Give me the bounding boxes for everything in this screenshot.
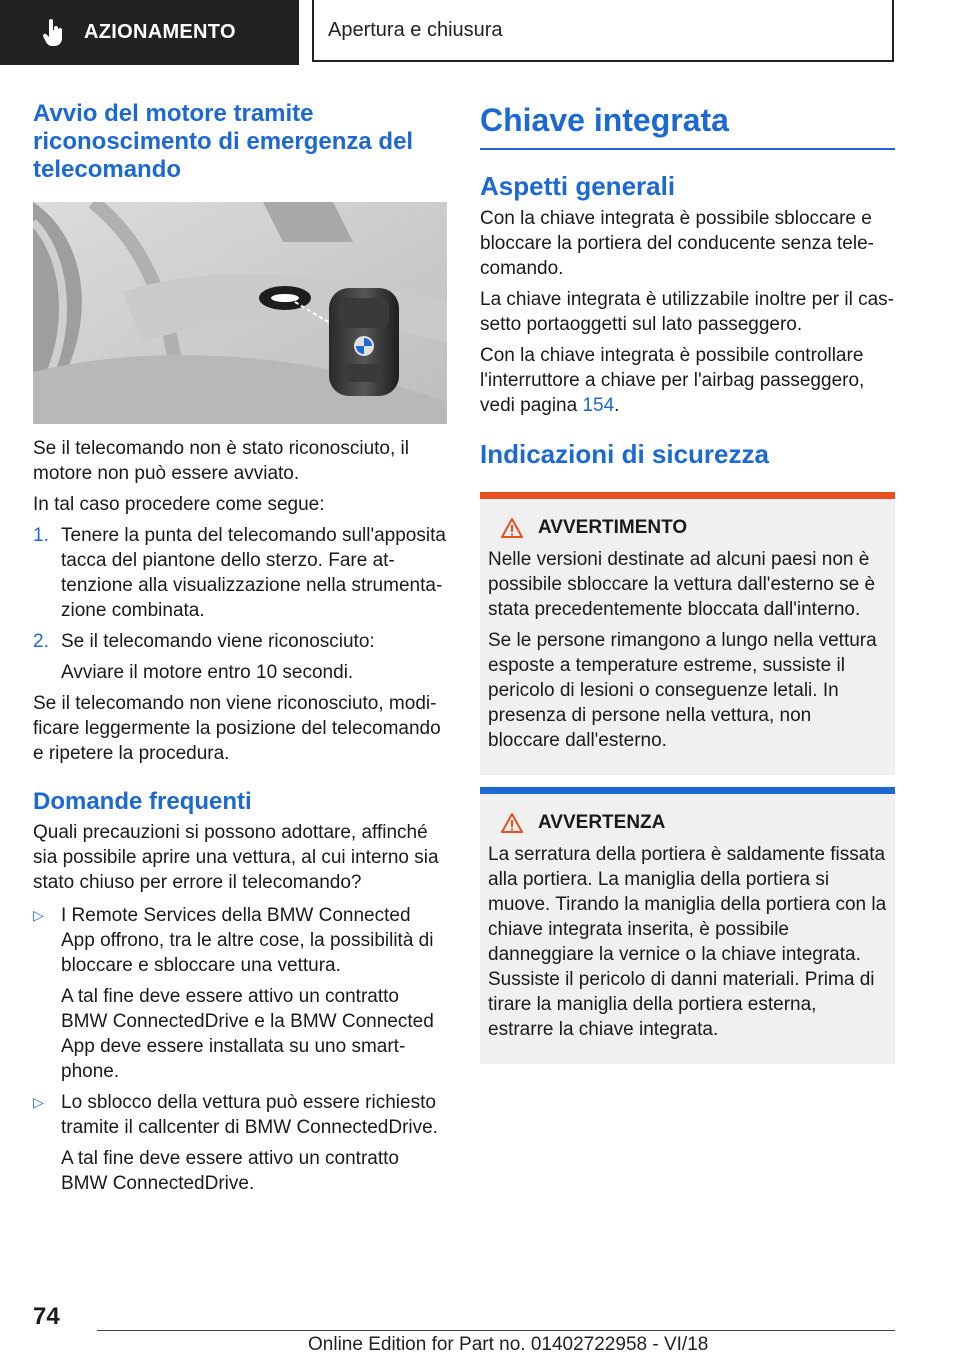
bmw-logo-icon xyxy=(354,336,374,356)
warning-paragraph-1: Nelle versioni destinate ad alcuni paesi non è possibile sbloccare la vettura dall'esterno se è stata precedentemente bloccata dall'interno. xyxy=(488,549,876,620)
step-number: 2. xyxy=(33,631,49,652)
safety-heading: Indicazioni di sicurezza xyxy=(480,439,769,469)
page-number: 74 xyxy=(33,1303,60,1330)
intro-paragraph-2: In tal caso procedere come segue: xyxy=(33,494,325,515)
general-paragraph-1: Con la chiave integrata è possibile sbloccare e bloccare la portiera del conducente senza telecomando. xyxy=(480,208,874,279)
bullet-triangle-icon: ▷ xyxy=(33,1094,44,1110)
retry-paragraph: Se il telecomando non viene riconosciuto, modificare leggermente la posizione del telecomando e ripetere la procedura. xyxy=(33,693,441,764)
heading-rule xyxy=(480,148,895,150)
integrated-key-heading: Chiave integrata xyxy=(480,102,729,138)
step-subtext: Avviare il motore entro 10 secondi. xyxy=(61,662,354,683)
faq-list-item xyxy=(33,903,447,1084)
emergency-start-heading: Avvio del motore tramite riconoscimento di emergenza del telecomando xyxy=(33,100,414,183)
faq-answer: Lo sblocco della vettura può essere richiesto tramite il callcenter di BMW ConnectedDrive. xyxy=(61,1092,438,1138)
general-paragraph-2: La chiave integrata è utilizzabile inoltre per il cassetto portaoggetti sul lato passeggero. xyxy=(480,289,894,335)
warning-box xyxy=(480,492,895,775)
step-item xyxy=(33,629,447,654)
faq-answer-note: A tal fine deve essere attivo un contratto BMW ConnectedDrive e la BMW Connected App deve essere installata su uno smartphone. xyxy=(61,986,434,1082)
faq-answer-note: A tal fine deve essere attivo un contratto BMW ConnectedDrive. xyxy=(61,1148,399,1194)
step-text: Se il telecomando viene riconosciuto: xyxy=(61,631,375,652)
general-paragraph-3: Con la chiave integrata è possibile controllare l'interruttore a chiave per l'airbag passeggero, vedi pagina 154. xyxy=(480,345,865,416)
warning-triangle-icon xyxy=(500,812,524,834)
step-number: 1. xyxy=(33,525,49,546)
notice-title: AVVERTENZA xyxy=(538,812,666,833)
faq-list-item xyxy=(33,1090,447,1196)
intro-paragraph-1: Se il telecomando non è stato riconosciuto, il motore non può essere avviato. xyxy=(33,438,409,484)
warning-header xyxy=(488,513,887,543)
chapter-label: Apertura e chiusura xyxy=(328,18,503,41)
faq-answer: I Remote Services della BMW Connected App offrono, tra le altre cose, la possibilità di bloccare e sbloccare una vettura. xyxy=(61,905,434,976)
general-aspects-heading: Aspetti generali xyxy=(480,171,676,201)
notice-paragraph: La serratura della portiera è saldamente fissata alla portiera. La maniglia della portiera si muove. Tirando la maniglia della portiera con la chiave integrata inserita, è possibile danneggiare la vernice o la chiave integrata. Sussiste il pericolo di danni materiali. Prima di tirare la maniglia della portiera esterna, estrarre la chiave integrata. xyxy=(488,844,887,1040)
step-item xyxy=(33,523,447,623)
key-fob-illustration xyxy=(33,202,447,424)
bullet-triangle-icon: ▷ xyxy=(33,907,44,923)
left-column xyxy=(33,100,447,1196)
faq-question: Quali precauzioni si possono adottare, affinché sia possibile aprire una vettura, al cui interno sia stato chiuso per errore il telecomando? xyxy=(33,822,439,893)
edition-footer: Online Edition for Part no. 01402722958 - VI/18 xyxy=(308,1334,709,1355)
right-column xyxy=(480,100,895,1064)
warning-title: AVVERTIMENTO xyxy=(538,517,688,538)
notice-box xyxy=(480,787,895,1064)
section-tab[interactable] xyxy=(0,0,299,65)
warning-paragraph-2: Se le persone rimangono a lungo nella vettura esposte a temperature estreme, sussiste il pericolo di lesioni o conseguenze letali. In presenza di persone nella vettura, non bloccare dall'esterno. xyxy=(488,630,877,751)
step-text: Tenere la punta del telecomando sull'apposita tacca del piantone dello sterzo. Fare attenzione alla visualizzazione nella strumentazione combinata. xyxy=(61,525,446,621)
section-label: AZIONAMENTO xyxy=(84,21,236,43)
hand-icon xyxy=(40,18,66,48)
faq-heading: Domande frequenti xyxy=(33,788,252,815)
chapter-tab[interactable] xyxy=(312,0,894,62)
notice-header xyxy=(488,808,887,838)
footer-rule xyxy=(97,1330,895,1331)
warning-triangle-icon xyxy=(500,517,524,539)
page-reference-link[interactable]: 154 xyxy=(582,395,615,416)
